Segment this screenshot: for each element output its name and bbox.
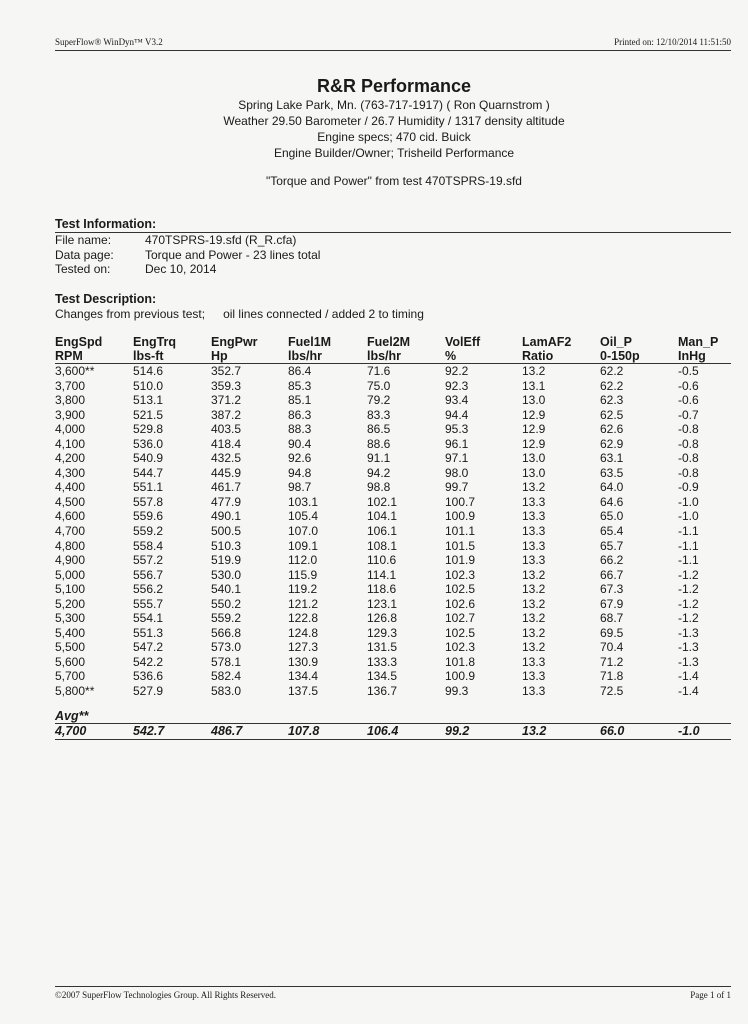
- table-row: [55, 422, 731, 437]
- table-cell: 13.3: [522, 538, 546, 553]
- column-header: Man_P: [678, 335, 719, 349]
- table-cell: 94.8: [288, 465, 312, 480]
- table-cell: 88.3: [288, 422, 312, 437]
- average-cell: 106.4: [367, 723, 399, 738]
- table-cell: 5,400: [55, 625, 86, 640]
- table-cell: 71.6: [367, 364, 391, 378]
- table-cell: 530.0: [211, 567, 242, 582]
- table-cell: 13.1: [522, 378, 546, 393]
- table-cell: 90.4: [288, 436, 312, 451]
- table-cell: -1.1: [678, 538, 699, 553]
- column-header: Oil_P: [600, 335, 632, 349]
- table-cell: 519.9: [211, 553, 242, 568]
- table-cell: 13.3: [522, 684, 546, 699]
- table-cell: 93.4: [445, 393, 469, 408]
- table-cell: 559.6: [133, 509, 164, 524]
- table-cell: 547.2: [133, 640, 164, 655]
- table-cell: 104.1: [367, 509, 398, 524]
- table-cell: 66.2: [600, 553, 624, 568]
- table-cell: 4,500: [55, 494, 86, 509]
- table-cell: 101.8: [445, 654, 476, 669]
- table-cell: 100.9: [445, 509, 476, 524]
- column-unit: InHg: [678, 349, 706, 363]
- table-cell: 102.3: [445, 567, 476, 582]
- table-row: [55, 568, 731, 583]
- table-cell: 66.7: [600, 567, 624, 582]
- table-cell: -1.0: [678, 509, 699, 524]
- table-cell: 13.3: [522, 509, 546, 524]
- table-cell: 86.4: [288, 364, 312, 378]
- table-row: [55, 655, 731, 670]
- table-row: [55, 509, 731, 524]
- table-cell: 536.6: [133, 669, 164, 684]
- copyright: ©2007 SuperFlow Technologies Group. All Rights Reserved.: [55, 990, 277, 1000]
- column-unit: lbs/hr: [288, 349, 323, 363]
- table-cell: 101.1: [445, 524, 476, 539]
- header-line: Spring Lake Park, Mn. (763-717-1917) ( Ron Quarnstrom ): [238, 98, 550, 112]
- table-cell: 62.3: [600, 393, 624, 408]
- table-cell: 527.9: [133, 684, 164, 699]
- table-cell: 4,100: [55, 436, 86, 451]
- table-cell: 126.8: [367, 611, 398, 626]
- table-cell: 71.2: [600, 654, 624, 669]
- table-cell: 99.7: [445, 480, 469, 495]
- table-cell: 4,300: [55, 465, 86, 480]
- table-cell: 94.2: [367, 465, 391, 480]
- table-cell: 5,100: [55, 582, 86, 597]
- table-units-row: [55, 349, 731, 364]
- table-cell: 13.0: [522, 451, 546, 466]
- table-cell: 62.5: [600, 407, 624, 422]
- table-cell: 129.3: [367, 625, 398, 640]
- table-cell: -0.5: [678, 364, 699, 378]
- table-row: [55, 364, 731, 379]
- table-cell: 105.4: [288, 509, 319, 524]
- table-cell: 92.3: [445, 378, 469, 393]
- table-cell: 101.9: [445, 553, 476, 568]
- table-cell: 513.1: [133, 393, 164, 408]
- table-cell: 98.8: [367, 480, 391, 495]
- table-cell: 5,800**: [55, 684, 95, 699]
- table-cell: 137.5: [288, 684, 319, 699]
- table-cell: 107.0: [288, 524, 319, 539]
- table-row: [55, 684, 731, 699]
- table-row: [55, 582, 731, 597]
- table-cell: 3,600**: [55, 364, 95, 378]
- table-cell: 542.2: [133, 654, 164, 669]
- table-cell: 3,700: [55, 378, 86, 393]
- table-cell: -1.1: [678, 524, 699, 539]
- table-body: [55, 364, 731, 699]
- table-cell: 110.6: [367, 553, 397, 568]
- table-cell: 544.7: [133, 465, 164, 480]
- header-line: Engine Builder/Owner; Trisheild Performance: [273, 146, 515, 160]
- table-cell: 64.0: [600, 480, 624, 495]
- table-cell: 102.1: [367, 494, 398, 509]
- info-label: Tested on:: [55, 262, 111, 276]
- description-value: oil lines connected / added 2 to timing: [223, 307, 424, 321]
- table-cell: 103.1: [288, 494, 319, 509]
- table-row: [55, 669, 731, 684]
- table-cell: 13.0: [522, 393, 546, 408]
- table-cell: 62.2: [600, 378, 624, 393]
- table-row: [55, 640, 731, 655]
- table-cell: 83.3: [367, 407, 391, 422]
- table-cell: 98.0: [445, 465, 469, 480]
- table-cell: 5,500: [55, 640, 86, 655]
- table-cell: 131.5: [367, 640, 398, 655]
- table-cell: 102.5: [445, 625, 476, 640]
- top-bar: [55, 37, 731, 51]
- average-cell: 99.2: [445, 723, 470, 738]
- column-unit: RPM: [55, 349, 83, 363]
- table-cell: 63.1: [600, 451, 624, 466]
- table-cell: 559.2: [211, 611, 242, 626]
- table-row: [55, 611, 731, 626]
- table-row: [55, 480, 731, 495]
- header-line: Weather 29.50 Barometer / 26.7 Humidity / 1317 density altitude: [223, 114, 565, 128]
- table-cell: 371.2: [211, 393, 242, 408]
- table-cell: 133.3: [367, 654, 398, 669]
- table-cell: 556.2: [133, 582, 164, 597]
- info-value: 470TSPRS-19.sfd (R_R.cfa): [145, 233, 297, 247]
- table-cell: 94.4: [445, 407, 469, 422]
- table-cell: 403.5: [211, 422, 242, 437]
- info-label: Data page:: [55, 247, 114, 262]
- table-cell: -0.8: [678, 465, 699, 480]
- table-row: [55, 626, 731, 641]
- average-row: [55, 724, 731, 740]
- table-cell: 12.9: [522, 436, 546, 451]
- company-name: R&R Performance: [316, 76, 472, 96]
- test-information-title: Test Information:: [55, 217, 731, 233]
- table-cell: 13.2: [522, 567, 546, 582]
- table-cell: 136.7: [367, 684, 398, 699]
- table-cell: 510.0: [133, 378, 164, 393]
- test-description: [55, 307, 424, 321]
- table-cell: 62.9: [600, 436, 624, 451]
- column-header: EngPwr: [211, 335, 258, 349]
- table-cell: 92.2: [445, 364, 469, 378]
- test-title: "Torque and Power" from test 470TSPRS-19.sfd: [266, 174, 522, 188]
- table-cell: 13.2: [522, 625, 546, 640]
- table-cell: 551.3: [133, 625, 164, 640]
- average-cell: 107.8: [288, 723, 320, 738]
- table-cell: 62.2: [600, 364, 624, 378]
- table-cell: 62.6: [600, 422, 624, 437]
- table-cell: -0.7: [678, 407, 699, 422]
- table-cell: 514.6: [133, 364, 164, 378]
- table-cell: 85.3: [288, 378, 312, 393]
- table-cell: 114.1: [367, 567, 397, 582]
- info-value: Torque and Power - 23 lines total: [145, 247, 321, 262]
- table-cell: 127.3: [288, 640, 319, 655]
- table-cell: 86.3: [288, 407, 312, 422]
- table-cell: 108.1: [367, 538, 398, 553]
- table-cell: 387.2: [211, 407, 242, 422]
- table-cell: -1.4: [678, 684, 699, 699]
- table-cell: 119.2: [288, 582, 318, 597]
- table-cell: 134.5: [367, 669, 398, 684]
- table-cell: 578.1: [211, 654, 242, 669]
- table-cell: -1.3: [678, 640, 699, 655]
- column-unit: %: [445, 349, 457, 363]
- table-cell: 63.5: [600, 465, 624, 480]
- average-cell: -1.0: [678, 723, 700, 738]
- table-cell: 102.7: [445, 611, 476, 626]
- table-cell: 13.0: [522, 465, 546, 480]
- table-cell: 130.9: [288, 654, 319, 669]
- table-cell: 86.5: [367, 422, 391, 437]
- table-cell: 5,200: [55, 596, 86, 611]
- table-cell: 559.2: [133, 524, 164, 539]
- table-cell: 75.0: [367, 378, 391, 393]
- table-cell: 540.9: [133, 451, 164, 466]
- table-cell: 122.8: [288, 611, 319, 626]
- table-cell: -0.8: [678, 436, 699, 451]
- table-cell: 359.3: [211, 378, 242, 393]
- table-cell: 91.1: [367, 451, 391, 466]
- table-cell: 352.7: [211, 364, 242, 378]
- table-cell: 100.9: [445, 669, 476, 684]
- table-row: [55, 539, 731, 554]
- table-cell: 13.2: [522, 582, 546, 597]
- info-row: [55, 233, 320, 248]
- table-cell: 124.8: [288, 625, 319, 640]
- report-header: [0, 76, 748, 188]
- average-cell: 13.2: [522, 723, 547, 738]
- table-row: [55, 393, 731, 408]
- table-cell: 109.1: [288, 538, 319, 553]
- table-cell: 418.4: [211, 436, 242, 451]
- table-cell: 5,300: [55, 611, 86, 626]
- table-cell: 13.2: [522, 364, 546, 378]
- table-cell: 99.3: [445, 684, 469, 699]
- table-cell: 102.5: [445, 582, 476, 597]
- table-row: [55, 379, 731, 394]
- average-label: Avg**: [55, 709, 731, 724]
- table-cell: 72.5: [600, 684, 624, 699]
- table-cell: -0.8: [678, 451, 699, 466]
- table-cell: 13.2: [522, 596, 546, 611]
- table-cell: 68.7: [600, 611, 624, 626]
- table-cell: -1.2: [678, 582, 699, 597]
- software-name: SuperFlow® WinDyn™ V3.2: [55, 37, 163, 47]
- table-cell: 96.1: [445, 436, 469, 451]
- column-unit: lbs-ft: [133, 349, 164, 363]
- table-cell: -1.2: [678, 611, 699, 626]
- average-cell: 542.7: [133, 723, 165, 738]
- column-unit: 0-150p: [600, 349, 640, 363]
- table-cell: 536.0: [133, 436, 164, 451]
- table-cell: 65.0: [600, 509, 624, 524]
- table-cell: 65.4: [600, 524, 624, 539]
- table-cell: 102.6: [445, 596, 476, 611]
- table-row: [55, 466, 731, 481]
- column-header: Fuel1M: [288, 335, 332, 349]
- table-cell: 85.1: [288, 393, 312, 408]
- table-cell: 13.3: [522, 524, 546, 539]
- table-cell: 554.1: [133, 611, 164, 626]
- column-unit: lbs/hr: [367, 349, 402, 363]
- table-cell: 490.1: [211, 509, 242, 524]
- table-cell: 432.5: [211, 451, 242, 466]
- table-cell: -1.2: [678, 596, 699, 611]
- table-cell: 550.2: [211, 596, 242, 611]
- table-cell: 557.2: [133, 553, 164, 568]
- table-cell: 13.2: [522, 640, 546, 655]
- test-description-title: Test Description:: [55, 292, 157, 306]
- table-row: [55, 408, 731, 423]
- table-cell: 510.3: [211, 538, 242, 553]
- table-cell: 556.7: [133, 567, 164, 582]
- table-cell: 521.5: [133, 407, 164, 422]
- info-row: [55, 262, 320, 277]
- table-cell: 64.6: [600, 494, 624, 509]
- column-unit: Hp: [211, 349, 228, 363]
- table-cell: 100.7: [445, 494, 476, 509]
- column-header: Fuel2M: [367, 335, 411, 349]
- table-cell: 557.8: [133, 494, 164, 509]
- table-cell: -1.0: [678, 494, 699, 509]
- header-line: Engine specs; 470 cid. Buick: [317, 130, 471, 144]
- table-cell: 4,800: [55, 538, 86, 553]
- average-cell: 4,700: [55, 723, 87, 738]
- table-cell: 445.9: [211, 465, 242, 480]
- table-row: [55, 495, 731, 510]
- table-cell: 118.6: [367, 582, 397, 597]
- table-cell: 134.4: [288, 669, 319, 684]
- table-cell: 555.7: [133, 596, 164, 611]
- table-cell: 529.8: [133, 422, 164, 437]
- printed-timestamp: Printed on: 12/10/2014 11:51:50: [614, 37, 731, 47]
- table-cell: 551.1: [133, 480, 164, 495]
- table-cell: -1.3: [678, 654, 699, 669]
- column-header: EngSpd: [55, 335, 103, 349]
- table-cell: 5,600: [55, 654, 86, 669]
- table-cell: 67.9: [600, 596, 624, 611]
- column-header: EngTrq: [133, 335, 177, 349]
- table-row: [55, 524, 731, 539]
- table-cell: -1.2: [678, 567, 699, 582]
- table-cell: 4,700: [55, 524, 86, 539]
- table-cell: 102.3: [445, 640, 476, 655]
- table-cell: 4,400: [55, 480, 86, 495]
- description-label: Changes from previous test;: [55, 307, 206, 321]
- table-row: [55, 451, 731, 466]
- table-cell: 69.5: [600, 625, 624, 640]
- table-cell: 106.1: [367, 524, 398, 539]
- table-cell: -1.1: [678, 553, 699, 568]
- table-cell: 477.9: [211, 494, 242, 509]
- average-cell: 486.7: [211, 723, 243, 738]
- table-cell: 12.9: [522, 422, 546, 437]
- table-cell: 4,000: [55, 422, 86, 437]
- table-cell: 71.8: [600, 669, 624, 684]
- average-cell: 66.0: [600, 723, 625, 738]
- column-unit: Ratio: [522, 349, 554, 363]
- column-header: VolEff: [445, 335, 481, 349]
- table-cell: 13.3: [522, 669, 546, 684]
- footer: [55, 986, 731, 1000]
- table-cell: 4,200: [55, 451, 86, 466]
- table-cell: 5,000: [55, 567, 86, 582]
- column-header: LamAF2: [522, 335, 572, 349]
- table-cell: -1.4: [678, 669, 699, 684]
- table-cell: 558.4: [133, 538, 164, 553]
- table-cell: 101.5: [445, 538, 476, 553]
- table-cell: 13.2: [522, 480, 546, 495]
- table-cell: 4,900: [55, 553, 86, 568]
- table-cell: 112.0: [288, 553, 318, 568]
- dyno-data-table: [55, 335, 731, 740]
- table-header-row: [55, 335, 731, 349]
- table-cell: -0.6: [678, 378, 699, 393]
- table-cell: 582.4: [211, 669, 242, 684]
- table-cell: 3,900: [55, 407, 86, 422]
- table-cell: 573.0: [211, 640, 242, 655]
- table-cell: 13.3: [522, 553, 546, 568]
- table-cell: -0.6: [678, 393, 699, 408]
- test-information: [55, 233, 320, 277]
- table-cell: -1.3: [678, 625, 699, 640]
- table-row: [55, 553, 731, 568]
- info-label: File name:: [55, 233, 112, 247]
- table-cell: 583.0: [211, 684, 242, 699]
- table-cell: 500.5: [211, 524, 242, 539]
- table-cell: 3,800: [55, 393, 86, 408]
- table-cell: 70.4: [600, 640, 624, 655]
- table-cell: 461.7: [211, 480, 242, 495]
- table-cell: 4,600: [55, 509, 86, 524]
- table-cell: 115.9: [288, 567, 318, 582]
- table-cell: 540.1: [211, 582, 242, 597]
- table-row: [55, 597, 731, 612]
- table-cell: 88.6: [367, 436, 391, 451]
- table-cell: 121.2: [288, 596, 319, 611]
- table-cell: 566.8: [211, 625, 242, 640]
- table-cell: 79.2: [367, 393, 391, 408]
- table-cell: -0.9: [678, 480, 699, 495]
- table-cell: 65.7: [600, 538, 624, 553]
- table-cell: 13.2: [522, 611, 546, 626]
- table-cell: -0.8: [678, 422, 699, 437]
- table-cell: 95.3: [445, 422, 469, 437]
- table-cell: 5,700: [55, 669, 86, 684]
- table-cell: 98.7: [288, 480, 312, 495]
- info-row: [55, 248, 320, 263]
- table-cell: 13.3: [522, 654, 546, 669]
- table-cell: 97.1: [445, 451, 469, 466]
- table-cell: 13.3: [522, 494, 546, 509]
- info-value: Dec 10, 2014: [145, 262, 217, 276]
- table-cell: 67.3: [600, 582, 624, 597]
- table-cell: 92.6: [288, 451, 312, 466]
- table-cell: 12.9: [522, 407, 546, 422]
- table-row: [55, 437, 731, 452]
- table-cell: 123.1: [367, 596, 398, 611]
- page-number: Page 1 of 1: [690, 990, 731, 1000]
